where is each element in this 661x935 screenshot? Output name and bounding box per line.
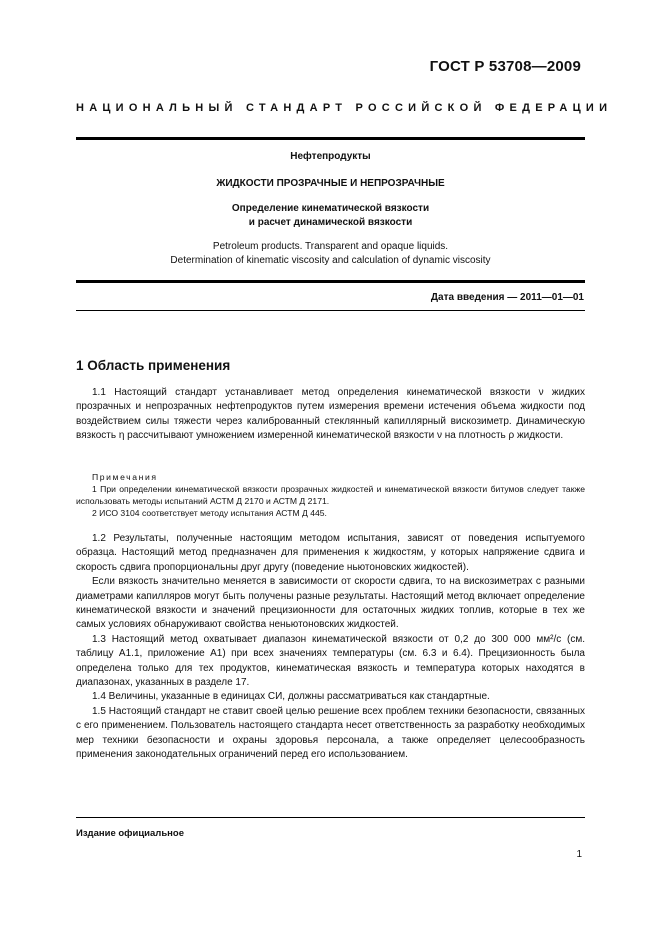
paragraph-1-2: 1.2 Результаты, полученные настоящим методом испытания, зависят от поведения испытуемого образца. Настоящий метод предназначен для применения к жидкостям, у которых напряжение сдвига и скорость сдвига пропорциональны друг другу (поведение ньютоновских жидкостей). (76, 533, 585, 573)
title-category: Нефтепродукты (290, 151, 371, 162)
paragraphs-1-2-to-1-5 (76, 532, 585, 763)
national-standard-heading: НАЦИОНАЛЬНЫЙ СТАНДАРТ РОССИЙСКОЙ ФЕДЕРАЦИИ (76, 102, 613, 114)
title-sub-line2: и расчет динамической вязкости (248, 217, 413, 228)
paragraph-1-5: 1.5 Настоящий стандарт не ставит своей целью решение всех проблем техники безопасности, связанных с его применением. Пользователь настоящего стандарта несет ответственность за разработку необходимых мер техники безопасности и охраны здоровья персонала, а также определяет целесообразность применения законодательных ограничений перед его использованием. (76, 705, 585, 761)
title-sub-line1: Определение кинематической вязкости (231, 203, 430, 214)
section-heading: 1 Область применения (76, 358, 231, 373)
gost-number: ГОСТ Р 53708—2009 (429, 58, 581, 75)
paragraph-1-3: 1.3 Настоящий метод охватывает диапазон кинематической вязкости от 0,2 до 300 000 мм²/с (см. таблицу А1.1, приложение А1) при всех значениях температуры (см. 6.3 и 6.4). Прецизионность была определена только для тех продуктов, кинематическая вязкость и температура которых находятся в диапазонах, указанных в разделе 17. (76, 633, 585, 689)
notes-block (76, 471, 585, 519)
title-en-line1: Petroleum products. Transparent and opaque liquids. (212, 241, 449, 252)
date-rule (76, 310, 585, 311)
note-1: 1 При определении кинематической вязкости прозрачных жидкостей и кинематической вязкости битумов следует также использовать методы испытаний АСТМ Д 2170 и АСТМ Д 2171. (76, 484, 585, 506)
top-rule (76, 137, 585, 140)
official-edition-label: Издание официальное (76, 828, 184, 839)
intro-date: Дата введения — 2011—01—01 (430, 292, 584, 303)
paragraph-text: 1.1 Настоящий стандарт устанавливает метод определения кинематической вязкости ν жидких прозрачных и непрозрачных нефтепродуктов путем измерения времени истечения объема жидкости под воздействием силы тяжести через калиброванный стеклянный капиллярный вискозиметр. Динамическую вязкость η рассчитывают умножением измеренной кинематической вязкости ν на плотность ρ жидкости. (76, 387, 585, 442)
note-2: 2 ИСО 3104 соответствует методу испытания АСТМ Д 445. (92, 508, 327, 518)
title-rule (76, 280, 585, 283)
footer-rule (76, 817, 585, 818)
title-en-line2: Determination of kinematic viscosity and calculation of dynamic viscosity (170, 255, 491, 266)
notes-heading: Примечания (92, 472, 158, 482)
title-main: ЖИДКОСТИ ПРОЗРАЧНЫЕ И НЕПРОЗРАЧНЫЕ (216, 178, 445, 189)
page-number: 1 (576, 849, 582, 860)
paragraph-1-2-cont: Если вязкость значительно меняется в зависимости от скорости сдвига, то на вискозиметрах с разными диаметрами капилляров могут быть получены разные результаты. Настоящий метод включает определение кинематической вязкости и значений прецизионности для остаточных жидких топлив, которые в тех же самых условиях обнаруживают свойства неньютоновских жидкостей. (76, 576, 585, 631)
paragraph-1-4: 1.4 Величины, указанные в единицах СИ, должны рассматриваться как стандартные. (92, 691, 490, 703)
paragraph-1-1 (76, 386, 585, 444)
